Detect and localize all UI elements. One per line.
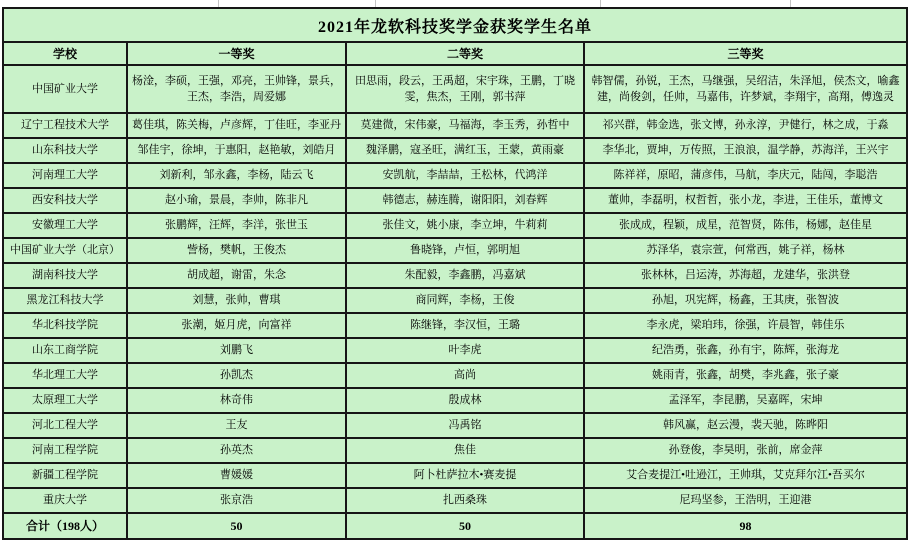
gridline-stub [218, 0, 219, 7]
student-row [3, 413, 907, 438]
cell-third[interactable]: 李永虎，梁珀玮，徐强，许晨智，韩佳乐 [584, 313, 907, 338]
cell-second[interactable]: 殷成林 [346, 388, 584, 413]
cell-second[interactable]: 阿卜杜萨拉木•赛麦提 [346, 463, 584, 488]
cell-second[interactable]: 冯禹铭 [346, 413, 584, 438]
student-row [3, 138, 907, 163]
cell-school[interactable]: 河北工程大学 [3, 413, 127, 438]
cell-second[interactable]: 张佳文，姚小康，李立坤，牛莉莉 [346, 213, 584, 238]
cell-first[interactable]: 刘新利，邹永鑫，李杨，陆云飞 [127, 163, 346, 188]
cell-second[interactable]: 高尚 [346, 363, 584, 388]
total-row [3, 513, 907, 539]
cell-first[interactable]: 邹佳宇，徐坤，于惠阳，赵艳敏，刘皓月 [127, 138, 346, 163]
cell-first[interactable]: 林奇伟 [127, 388, 346, 413]
cell-school[interactable]: 河南理工大学 [3, 163, 127, 188]
gridline-stub [600, 0, 601, 7]
cell-second[interactable]: 朱配毅，李鑫鹏，冯嘉斌 [346, 263, 584, 288]
cell-third[interactable]: 艾合麦提江•吐逊江，王帅琪，艾克拜尔江•吾买尔 [584, 463, 907, 488]
cell-school[interactable]: 中国矿业大学（北京） [3, 238, 127, 263]
cell-second[interactable]: 鲁晓锋，卢恒，郭明旭 [346, 238, 584, 263]
cell-school[interactable]: 黑龙江科技大学 [3, 288, 127, 313]
column-header-school[interactable]: 学校 [3, 42, 127, 65]
cell-third[interactable]: 陈祥祥，原昭，蒲彦伟，马航，李庆元，陆闯，李聪浩 [584, 163, 907, 188]
gridline-stub [790, 0, 791, 7]
cell-first[interactable]: 50 [127, 513, 346, 539]
student-row [3, 488, 907, 513]
cell-third[interactable]: 98 [584, 513, 907, 539]
cell-first[interactable]: 曹媛媛 [127, 463, 346, 488]
cell-third[interactable]: 苏泽华，袁宗萱，何常西，姚子祥，杨林 [584, 238, 907, 263]
cell-first[interactable]: 刘慧，张帅，曹琪 [127, 288, 346, 313]
cell-school[interactable]: 太原理工大学 [3, 388, 127, 413]
cell-school[interactable]: 山东工商学院 [3, 338, 127, 363]
student-row [3, 113, 907, 138]
cell-first[interactable]: 杨淦，李硕，王强，邓亮，王帅锋，景兵，王杰，李浩，周爱娜 [127, 65, 346, 113]
cell-second[interactable]: 叶李虎 [346, 338, 584, 363]
cell-school[interactable]: 重庆大学 [3, 488, 127, 513]
student-row [3, 313, 907, 338]
student-row [3, 65, 907, 113]
cell-school[interactable]: 河南工程学院 [3, 438, 127, 463]
student-row [3, 238, 907, 263]
cell-third[interactable]: 张林林，吕运涛，苏海超，龙建华，张洪登 [584, 263, 907, 288]
cell-first[interactable]: 葛佳琪，陈关梅，卢彦辉，丁佳旺，李亚丹 [127, 113, 346, 138]
table-body [3, 65, 907, 539]
student-row [3, 463, 907, 488]
cell-first[interactable]: 张京浩 [127, 488, 346, 513]
cell-first[interactable]: 訾杨，樊帆，王俊杰 [127, 238, 346, 263]
cell-school[interactable]: 华北理工大学 [3, 363, 127, 388]
cell-second[interactable]: 韩德志，赫连腾，谢阳阳，刘春辉 [346, 188, 584, 213]
cell-second[interactable]: 商同辉，李杨，王俊 [346, 288, 584, 313]
student-row [3, 163, 907, 188]
cell-third[interactable]: 姚雨青，张鑫，胡樊，李兆鑫，张子豪 [584, 363, 907, 388]
column-header-third-prize[interactable]: 三等奖 [584, 42, 907, 65]
header-row [3, 42, 907, 65]
column-header-second-prize[interactable]: 二等奖 [346, 42, 584, 65]
cell-first[interactable]: 孙凯杰 [127, 363, 346, 388]
cell-third[interactable]: 韩风赢，赵云漫，裴天驰，陈晔阳 [584, 413, 907, 438]
student-row [3, 188, 907, 213]
cell-second[interactable]: 莫建微，宋伟豪，马福海，李玉秀，孙哲中 [346, 113, 584, 138]
cell-school[interactable]: 中国矿业大学 [3, 65, 127, 113]
cell-second[interactable]: 焦佳 [346, 438, 584, 463]
cell-school[interactable]: 安徽理工大学 [3, 213, 127, 238]
cell-first[interactable]: 孙英杰 [127, 438, 346, 463]
cell-third[interactable]: 张成成，程颖，成星，范智贤，陈伟，杨娜，赵佳星 [584, 213, 907, 238]
cell-second[interactable]: 陈继锋，李汉恒，王璐 [346, 313, 584, 338]
cell-school[interactable]: 合计（198人） [3, 513, 127, 539]
cell-first[interactable]: 王友 [127, 413, 346, 438]
cell-first[interactable]: 张潮，姬月虎，向富祥 [127, 313, 346, 338]
cell-second[interactable]: 扎西桑珠 [346, 488, 584, 513]
cell-second[interactable]: 安凯航，李喆喆，王松林，代鸿洋 [346, 163, 584, 188]
gridline-stub [375, 0, 376, 7]
student-row [3, 338, 907, 363]
cell-second[interactable]: 田思雨，段云，王禹超，宋宇珠，王鹏，丁晓雯，焦杰，王刚，郭书萍 [346, 65, 584, 113]
student-row [3, 363, 907, 388]
cell-third[interactable]: 纪浩勇，张鑫，孙有宇，陈辉，张海龙 [584, 338, 907, 363]
cell-first[interactable]: 刘鹏飞 [127, 338, 346, 363]
cell-school[interactable]: 湖南科技大学 [3, 263, 127, 288]
student-row [3, 213, 907, 238]
table-title[interactable]: 2021年龙软科技奖学金获奖学生名单 [3, 8, 907, 42]
cell-school[interactable]: 华北科技学院 [3, 313, 127, 338]
cell-third[interactable]: 孙旭，巩宪辉，杨鑫，王其庚，张智波 [584, 288, 907, 313]
cell-first[interactable]: 胡成超，谢雷，朱念 [127, 263, 346, 288]
student-row [3, 288, 907, 313]
student-row [3, 388, 907, 413]
cell-school[interactable]: 辽宁工程技术大学 [3, 113, 127, 138]
cell-second[interactable]: 50 [346, 513, 584, 539]
cell-third[interactable]: 董帅，李磊明，权哲哲，张小龙，李进，王佳乐，董博文 [584, 188, 907, 213]
award-table [2, 7, 908, 540]
student-row [3, 263, 907, 288]
cell-first[interactable]: 赵小瑜，景晨，李帅，陈非凡 [127, 188, 346, 213]
cell-third[interactable]: 祁兴群，韩金选，张文博，孙永淳，尹健行，林之成，于淼 [584, 113, 907, 138]
cell-third[interactable]: 韩智儒，孙锐，王杰，马继强，吴绍洁，朱泽旭，侯杰文，喻鑫建，尚俊剑，任帅，马嘉伟，许梦斌，李翔宇，高翔，傅逸灵 [584, 65, 907, 113]
cell-school[interactable]: 新疆工程学院 [3, 463, 127, 488]
cell-school[interactable]: 山东科技大学 [3, 138, 127, 163]
column-header-first-prize[interactable]: 一等奖 [127, 42, 346, 65]
cell-first[interactable]: 张鹏辉，汪辉，李洋，张世玉 [127, 213, 346, 238]
title-row [3, 8, 907, 42]
student-row [3, 438, 907, 463]
cell-third[interactable]: 孙登俊，李昊明，张前，席金萍 [584, 438, 907, 463]
cell-third[interactable]: 李华北，贾坤，万传照，王浪浪，温学静，苏海洋，王兴宇 [584, 138, 907, 163]
cell-third[interactable]: 孟泽军，李昆鹏，吴嘉晖，宋坤 [584, 388, 907, 413]
cell-second[interactable]: 魏泽鹏，寇圣旺，满红玉，王蒙，黄雨豪 [346, 138, 584, 163]
cell-school[interactable]: 西安科技大学 [3, 188, 127, 213]
cell-third[interactable]: 尼玛坚参，王浩明，王迎港 [584, 488, 907, 513]
